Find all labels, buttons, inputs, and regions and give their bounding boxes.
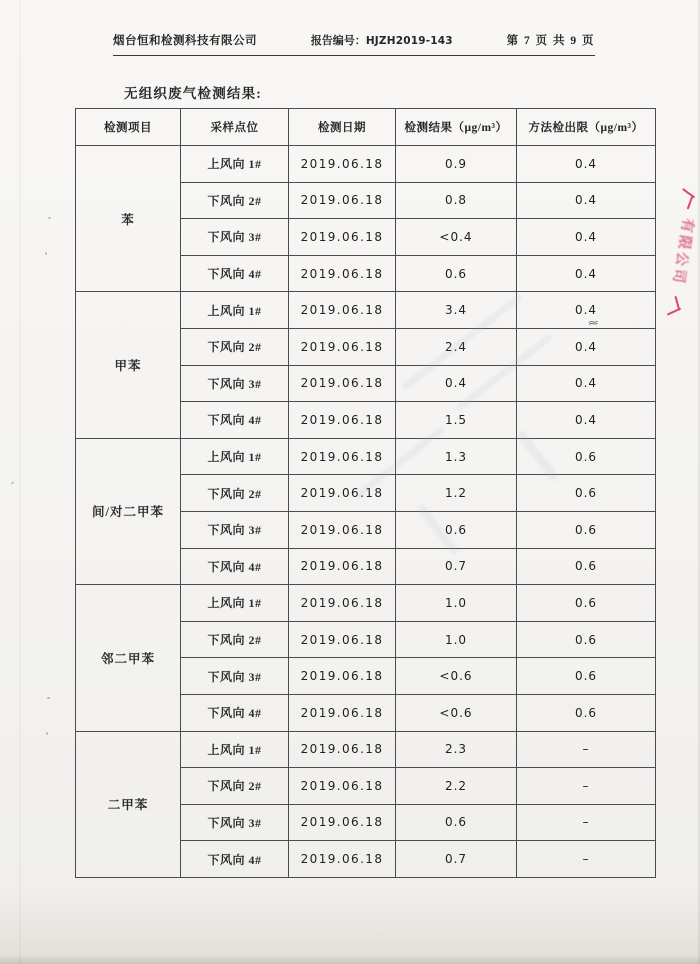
limit-cell: 0.6 [517, 511, 656, 548]
limit-cell: 0.4 [517, 219, 656, 256]
date-cell: 2019.06.18 [289, 255, 396, 292]
seal-chevron-icon [666, 298, 687, 319]
point-cell: 下风向 3# [181, 365, 289, 402]
point-cell: 下风向 4# [181, 841, 289, 878]
date-cell: 2019.06.18 [289, 731, 396, 768]
result-cell: 1.0 [396, 585, 517, 622]
date-cell: 2019.06.18 [289, 365, 396, 402]
red-seal-fragment [660, 178, 700, 328]
results-table [75, 108, 656, 878]
point-cell: 下风向 3# [181, 804, 289, 841]
result-cell: 0.6 [396, 511, 517, 548]
limit-cell: – [517, 804, 656, 841]
point-cell: 下风向 3# [181, 658, 289, 695]
date-cell: 2019.06.18 [289, 621, 396, 658]
result-cell: 0.4 [396, 365, 517, 402]
result-cell: 2.2 [396, 768, 517, 805]
scan-speck [48, 216, 52, 219]
result-cell: 2.4 [396, 328, 517, 365]
item-cell: 邻二甲苯 [76, 585, 181, 731]
limit-cell: 0.4 [517, 402, 656, 439]
seal-chevron-icon [681, 189, 700, 208]
result-cell: <0.6 [396, 658, 517, 695]
point-cell: 上风向 1# [181, 731, 289, 768]
date-cell: 2019.06.18 [289, 219, 396, 256]
scan-speck [47, 697, 50, 699]
date-cell: 2019.06.18 [289, 182, 396, 219]
point-cell: 下风向 2# [181, 621, 289, 658]
point-cell: 上风向 1# [181, 146, 289, 183]
point-cell: 下风向 3# [181, 511, 289, 548]
date-cell: 2019.06.18 [289, 475, 396, 512]
limit-cell: – [517, 841, 656, 878]
item-cell: 间/对二甲苯 [76, 438, 181, 584]
result-cell: 1.5 [396, 402, 517, 439]
table-row [76, 585, 656, 622]
point-cell: 上风向 1# [181, 438, 289, 475]
limit-cell: 0.4 [517, 146, 656, 183]
scan-speck [46, 732, 48, 735]
date-cell: 2019.06.18 [289, 694, 396, 731]
date-cell: 2019.06.18 [289, 548, 396, 585]
result-cell: <0.4 [396, 219, 517, 256]
limit-cell: 0.4 [517, 328, 656, 365]
date-cell: 2019.06.18 [289, 146, 396, 183]
limit-cell: 0.6 [517, 585, 656, 622]
point-cell: 上风向 1# [181, 292, 289, 329]
report-header [113, 32, 595, 56]
point-cell: 下风向 4# [181, 694, 289, 731]
result-cell: 2.3 [396, 731, 517, 768]
point-cell: 下风向 2# [181, 182, 289, 219]
result-cell: 0.6 [396, 255, 517, 292]
section-title: 无组织废气检测结果: [124, 86, 262, 101]
date-cell: 2019.06.18 [289, 841, 396, 878]
date-cell: 2019.06.18 [289, 511, 396, 548]
table-row [76, 292, 656, 329]
point-cell: 下风向 4# [181, 548, 289, 585]
table-row [76, 146, 656, 183]
limit-cell: 0.6 [517, 475, 656, 512]
column-header-result: 检测结果（μg/m³） [396, 109, 517, 146]
point-cell: 下风向 4# [181, 402, 289, 439]
date-cell: 2019.06.18 [289, 658, 396, 695]
result-cell: 0.7 [396, 841, 517, 878]
header-row [76, 109, 656, 146]
table-row [76, 438, 656, 475]
result-cell: 3.4 [396, 292, 517, 329]
point-cell: 下风向 4# [181, 255, 289, 292]
date-cell: 2019.06.18 [289, 402, 396, 439]
result-cell: 0.8 [396, 182, 517, 219]
column-header-item: 检测项目 [76, 109, 181, 146]
item-cell: 二甲苯 [76, 731, 181, 877]
date-cell: 2019.06.18 [289, 438, 396, 475]
limit-cell: – [517, 768, 656, 805]
limit-cell: 0.6 [517, 438, 656, 475]
report-number [311, 32, 453, 48]
limit-cell: 0.4 [517, 182, 656, 219]
date-cell: 2019.06.18 [289, 585, 396, 622]
limit-cell: 0.6 [517, 548, 656, 585]
scan-speck [11, 481, 15, 484]
point-cell: 下风向 3# [181, 219, 289, 256]
date-cell: 2019.06.18 [289, 328, 396, 365]
result-cell: 1.0 [396, 621, 517, 658]
results-tbody [76, 146, 656, 878]
pencil-mark: ≈ [586, 317, 600, 330]
results-table-header [76, 109, 656, 146]
result-cell: <0.6 [396, 694, 517, 731]
limit-cell: 0.4 [517, 292, 656, 329]
column-header-date: 检测日期 [289, 109, 396, 146]
point-cell: 下风向 2# [181, 475, 289, 512]
limit-cell: 0.6 [517, 658, 656, 695]
seal-text: 有限公司 [669, 217, 695, 287]
page-indicator: 第 7 页 共 9 页 [506, 35, 595, 47]
item-cell: 苯 [76, 146, 181, 292]
result-cell: 0.6 [396, 804, 517, 841]
limit-cell: 0.6 [517, 621, 656, 658]
result-cell: 1.2 [396, 475, 517, 512]
table-row [76, 731, 656, 768]
date-cell: 2019.06.18 [289, 804, 396, 841]
date-cell: 2019.06.18 [289, 292, 396, 329]
report-number-value: HJZH2019-143 [365, 35, 453, 47]
point-cell: 下风向 2# [181, 328, 289, 365]
limit-cell: 0.4 [517, 365, 656, 402]
column-header-point: 采样点位 [181, 109, 289, 146]
item-cell: 甲苯 [76, 292, 181, 438]
limit-cell: – [517, 731, 656, 768]
point-cell: 上风向 1# [181, 585, 289, 622]
date-cell: 2019.06.18 [289, 768, 396, 805]
column-header-limit: 方法检出限（μg/m³） [517, 109, 656, 146]
report-number-label: 报告编号： [310, 35, 366, 47]
result-cell: 1.3 [396, 438, 517, 475]
scan-crease [19, 0, 21, 964]
limit-cell: 0.4 [517, 255, 656, 292]
result-cell: 0.7 [396, 548, 517, 585]
limit-cell: 0.6 [517, 694, 656, 731]
point-cell: 下风向 2# [181, 768, 289, 805]
scan-speck [45, 252, 47, 255]
result-cell: 0.9 [396, 146, 517, 183]
company-name: 烟台恒和检测科技有限公司 [113, 35, 257, 47]
